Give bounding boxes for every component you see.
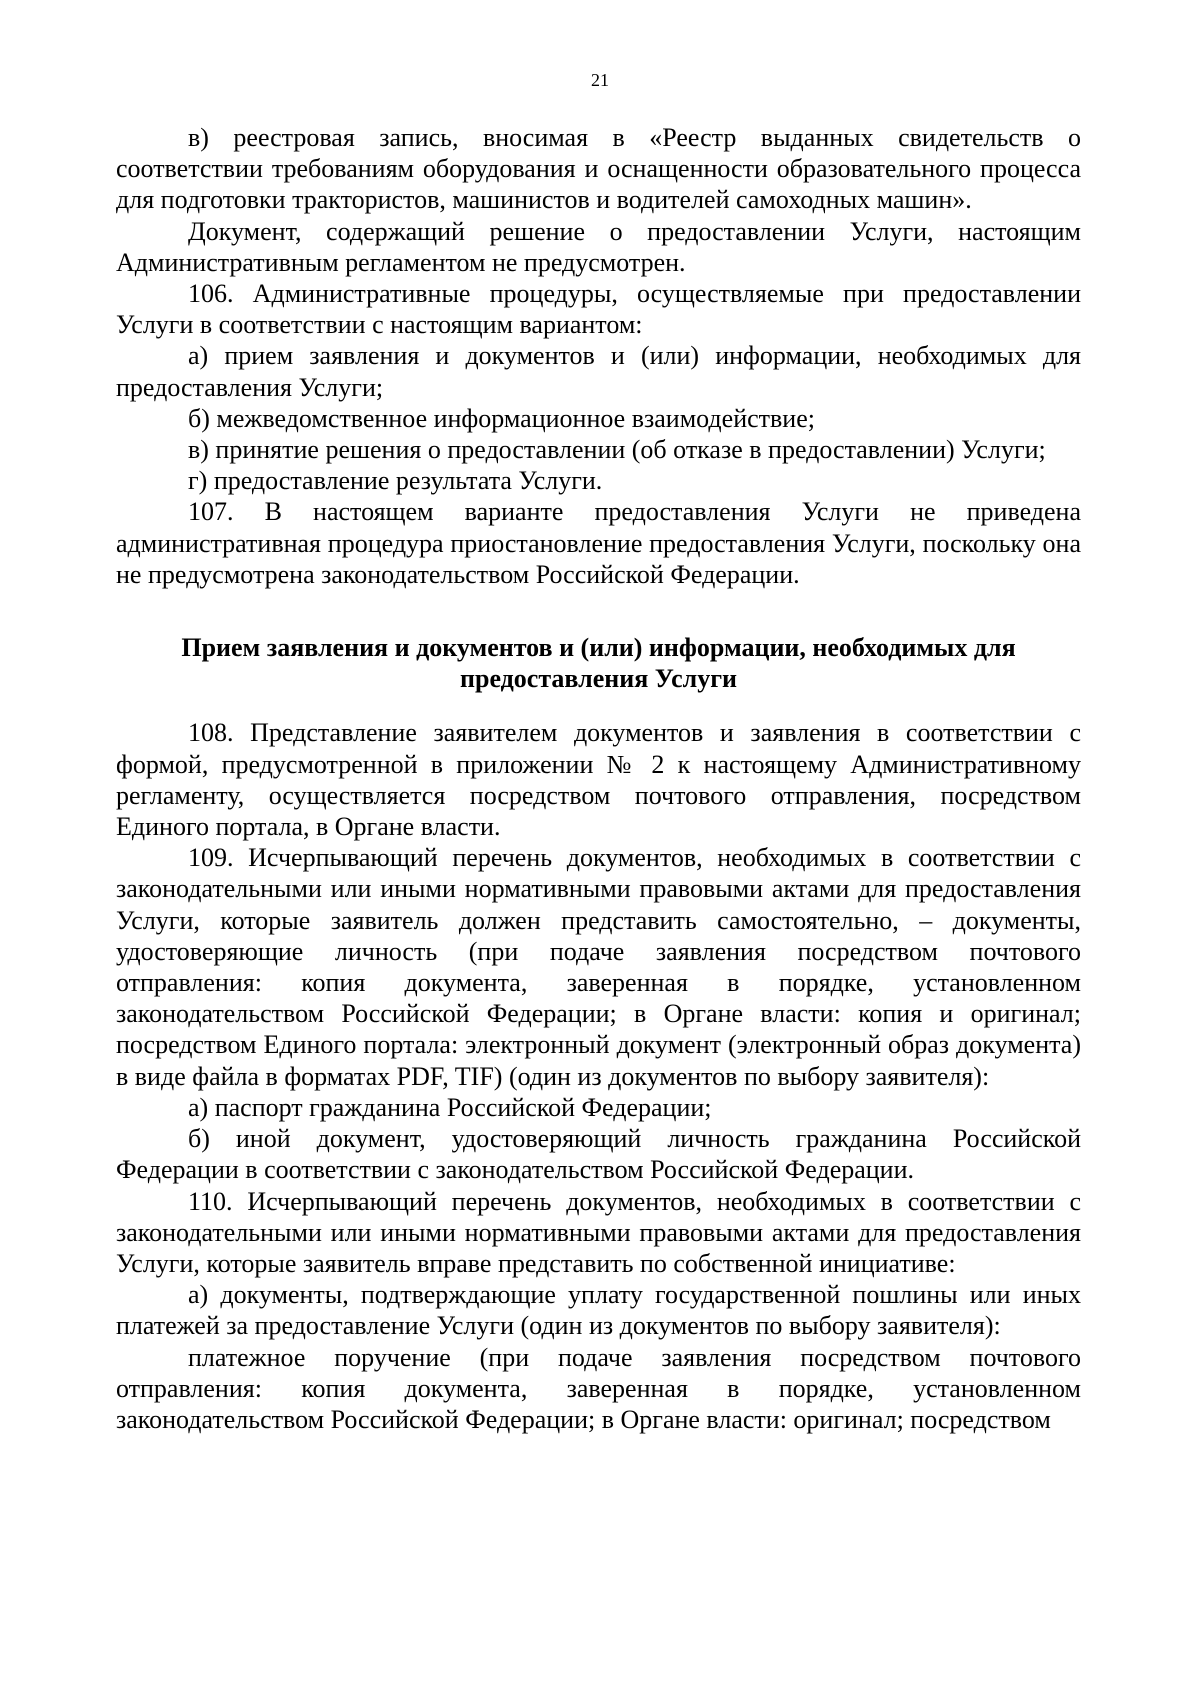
paragraph-107: 107. В настоящем варианте предоставления Услуги не приведена административная процедура приостановление предоставления Услуги, поскольку она не предусмотрена законодательством Российской Федерации. [116,497,1081,589]
paragraph-110: 110. Исчерпывающий перечень документов, необходимых в соответствии с законодательными или иными нормативными правовыми актами для предоставления Услуги, которые заявитель вправе представить по собственной инициативе: [116,1186,1081,1278]
paragraph-106: 106. Административные процедуры, осуществляемые при предоставлении Услуги в соответствии с настоящим вариантом: [116,279,1081,340]
list-item-106-g: г) предоставление результата Услуги. [188,466,603,496]
section-heading: Прием заявления и документов и (или) информации, необходимых для предоставления Услуги [181,633,1016,694]
list-item-109-a: а) паспорт гражданина Российской Федерации; [188,1092,712,1122]
paragraph-108: 108. Представление заявителем документов и заявления в соответствии с формой, предусмотренной в приложении № 2 к настоящему Административному регламенту, осуществляется посредством почтового отправления, посредством Единого портала, в Органе власти. [116,718,1081,842]
paragraph-decision-document: Документ, содержащий решение о предоставлении Услуги, настоящим Административным регламентом не предусмотрен. [116,216,1081,277]
paragraph-109: 109. Исчерпывающий перечень документов, необходимых в соответствии с законодательными или иными нормативными правовыми актами для предоставления Услуги, которые заявитель должен представить самостоятельно, – документы, удостоверяющие личность (при подаче заявления посредством почтового отправления: копия документа, заверенная в порядке, установленном законодательством Российской Федерации; в Органе власти: копия и оригинал; посредством Единого портала: электронный документ (электронный образ документа) в виде файла в форматах PDF, TIF) (один из документов по выбору заявителя): [116,843,1081,1091]
paragraph-payment-order: платежное поручение (при подаче заявления посредством почтового отправления: копия документа, заверенная в порядке, установленном законодательством Российской Федерации; в Органе власти: оригинал; посредством [116,1342,1081,1434]
list-item-106-a: а) прием заявления и документов и (или) информации, необходимых для предоставления Услуги; [116,341,1081,402]
list-item-109-b: б) иной документ, удостоверяющий личность гражданина Российской Федерации в соответствии с законодательством Российской Федерации. [116,1124,1081,1185]
list-item-110-a: а) документы, подтверждающие уплату государственной пошлины или иных платежей за предоставление Услуги (один из документов по выбору заявителя): [116,1280,1081,1341]
document-body [116,122,1081,1435]
page-number: 21 [591,70,609,90]
list-item-106-v: в) принятие решения о предоставлении (об отказе в предоставлении) Услуги; [188,435,1046,465]
list-item-106-b: б) межведомственное информационное взаимодействие; [188,403,815,433]
paragraph-registry-entry: в) реестровая запись, вносимая в «Реестр выданных свидетельств о соответствии требованиям оборудования и оснащенности образовательного процесса для подготовки трактористов, машинистов и водителей самоходных машин». [116,123,1081,215]
